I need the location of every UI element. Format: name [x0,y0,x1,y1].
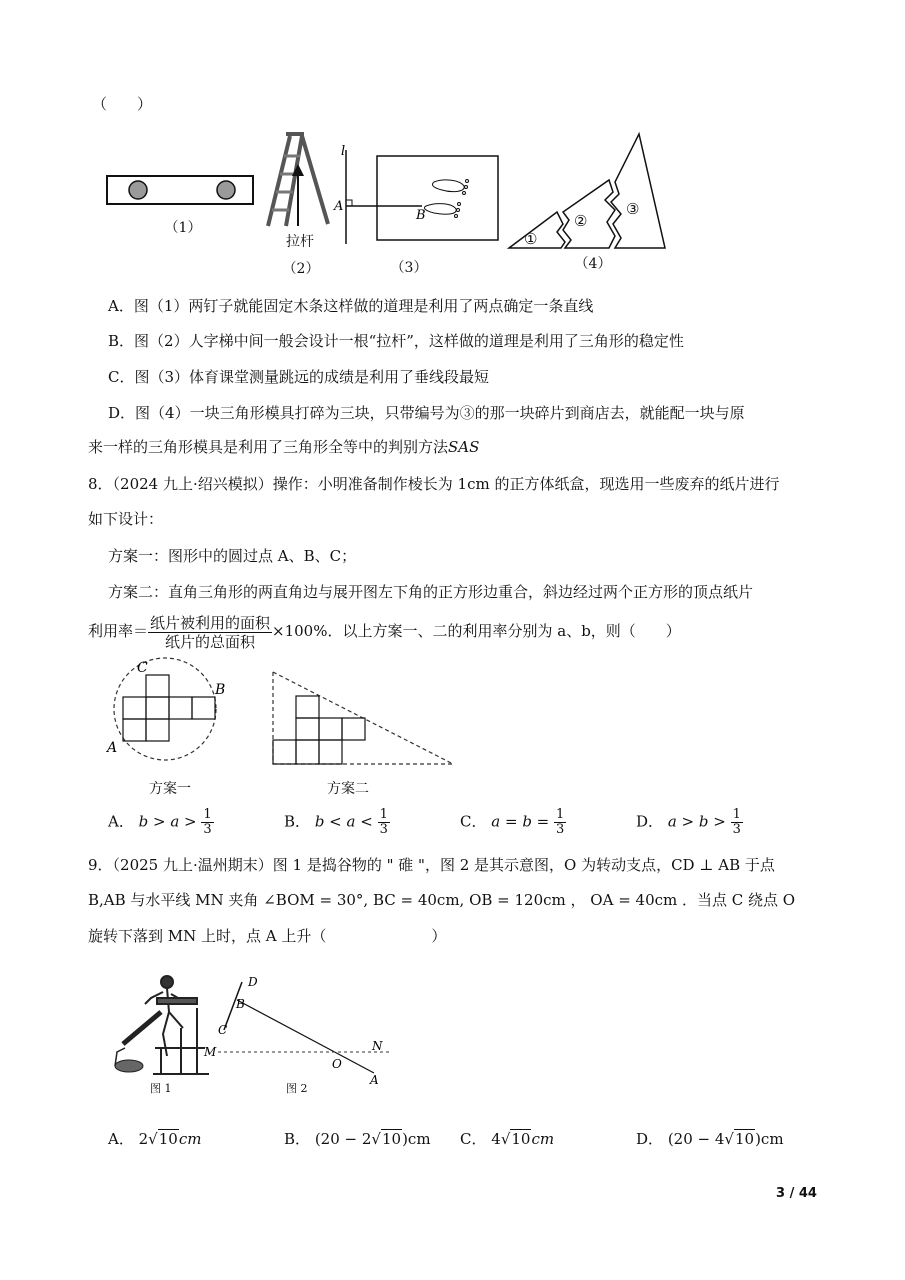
svg-text:M: M [204,1045,217,1059]
q8-stem-line2: 如下设计： [88,510,164,528]
fig3-caption: （3） [390,260,428,276]
q9-option-c[interactable]: C． 4√10cm [460,1130,555,1148]
q7-option-d[interactable]: D．图（4）一块三角形模具打碎为三块，只带编号为③的那一块碎片到商店去，就能配一块与原 [108,404,745,422]
plan2-caption: 方案二 [327,781,369,797]
fig1-caption: （1） [164,220,202,236]
fig3-label-l: l [341,144,346,159]
fig4-piece-1: ① [524,230,538,248]
plan1-caption: 方案一 [149,781,191,797]
plan2-figure [270,668,456,768]
q9-stem-line2: B,AB 与水平线 MN 夹角 ∠BOM = 30°, BC = 40cm, OB = 120cm ， OA = 40cm ．当点 C 绕点 O [88,891,796,909]
svg-text:D: D [248,975,258,989]
q9-stem-line1: 9．（2025 九上·温州期末）图 1 是捣谷物的 " 碓 "，图 2 是其示意图，O 为转动支点，CD ⊥ AB 于点 [88,856,775,874]
q8-rate-formula: 利用率＝ $\frac{\text{纸片被利用的面积}}{\text{纸片的总面积}}$ ×100%．以上方案一、二的利用率分别为 a、b，则（ ） [88,613,681,651]
svg-text:A: A [107,740,118,756]
q7-option-c[interactable]: C．图（3）体育课堂测量跳远的成绩是利用了垂线段最短 [108,368,490,386]
q8-option-a[interactable]: A． b > a > $\frac{1}{3}$ [108,807,212,837]
svg-text:A: A [370,1073,379,1087]
fig1-wood-strip [105,170,257,210]
q9-fig2-schematic [200,970,410,1090]
svg-text:N: N [372,1039,383,1053]
q9-stem-line3: 旋转下落到 MN 上时，点 A 上升（ ） [88,927,447,945]
plan1-figure [105,656,230,762]
rate-fraction: $\frac{\text{纸片被利用的面积}}{\text{纸片的总面积}}$ [150,613,271,651]
q9-option-d[interactable]: D． (20 − 4√10)cm [636,1130,784,1148]
q8-option-b[interactable]: B． b < a < $\frac{1}{3}$ [284,807,388,837]
q9-option-a[interactable]: A． 2√10cm [108,1130,202,1148]
q8-plan2: 方案二：直角三角形的两直角边与展开图左下角的正方形边重合，斜边经过两个正方形的顶点纸片 [108,583,754,601]
fig2-caption: （2） [282,261,320,277]
fig2-label-lagan: 拉杆 [286,234,314,250]
svg-text:B: B [215,682,226,698]
fig4-piece-2: ② [574,212,588,230]
svg-text:B: B [236,997,245,1011]
q7-option-b[interactable]: B．图（2）人字梯中间一般会设计一根“拉杆”，这样做的道理是利用了三角形的稳定性 [108,332,684,350]
q9-fig1-caption: 图 1 [150,1082,172,1095]
svg-text:O: O [332,1057,342,1071]
svg-text:A: A [334,199,344,214]
q8-plan1: 方案一：图形中的圆过点 A、B、C； [108,547,357,565]
q8-stem-line1: 8．（2024 九上·绍兴模拟）操作：小明准备制作棱长为 1cm 的正方体纸盒，现选用一些废弃的纸片进行 [88,475,780,493]
svg-text:B: B [416,208,426,223]
q9-fig2-caption: 图 2 [286,1082,308,1095]
svg-text:C: C [218,1023,228,1037]
fig4-piece-3: ③ [626,200,640,218]
q8-option-d[interactable]: D． a > b > $\frac{1}{3}$ [636,807,741,837]
sas-text: SAS [448,438,480,456]
q8-option-c[interactable]: C． a = b = $\frac{1}{3}$ [460,807,565,837]
q7-answer-bracket: （ ） [92,95,153,113]
footprint-icon [424,180,468,218]
up-arrow-icon [292,164,304,176]
fig4-caption: （4） [574,256,612,272]
q9-option-b[interactable]: B． (20 − 2√10)cm [284,1130,431,1148]
fig2-ladder [258,130,334,230]
svg-text:C: C [137,660,148,676]
page-number: 3 / 44 [776,1186,817,1201]
q7-option-d-cont: 来一样的三角形模具是利用了三角形全等中的判别方法SAS [88,438,480,456]
fig3-long-jump [332,138,504,246]
q7-option-a[interactable]: A．图（1）两钉子就能固定木条这样做的道理是利用了两点确定一条直线 [108,297,594,315]
